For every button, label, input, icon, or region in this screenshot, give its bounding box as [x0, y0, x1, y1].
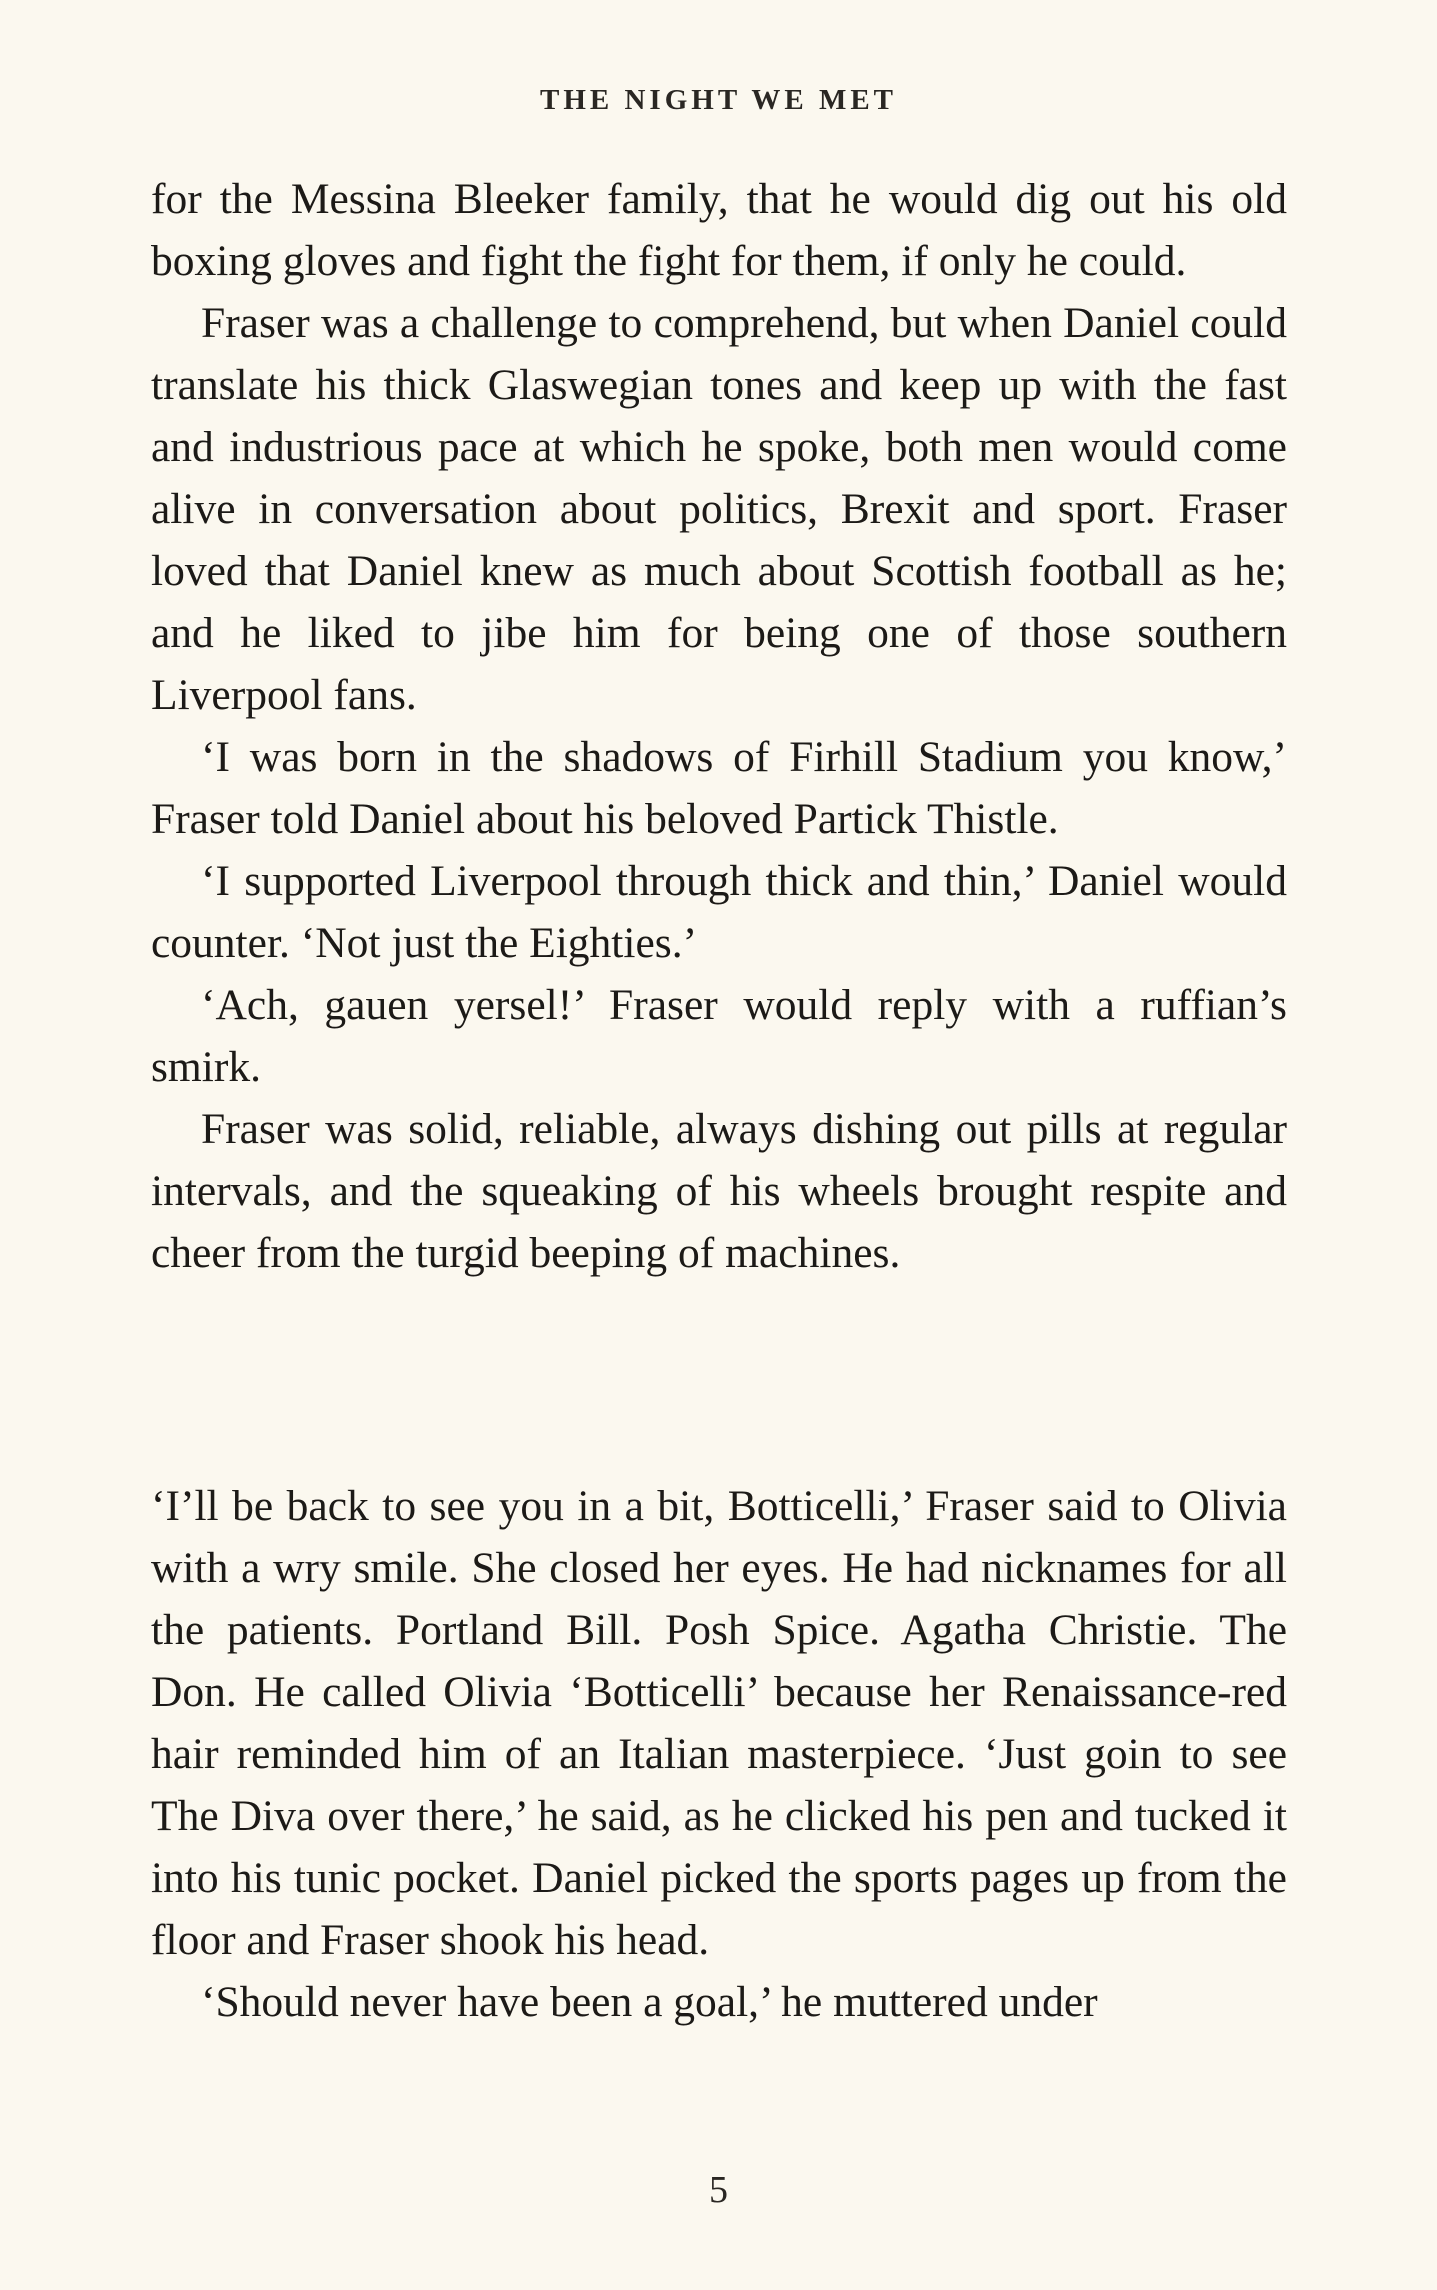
paragraph: ‘Ach, gauen yersel!’ Fraser would reply with a ruffian’s smirk.: [151, 981, 1287, 1091]
paragraph: ‘I supported Liverpool through thick and thin,’ Daniel would counter. ‘Not just the Eighties.’: [151, 857, 1287, 967]
paragraph: for the Messina Bleeker family, that he would dig out his old boxing gloves and fight the fight for them, if only he could.: [151, 175, 1287, 285]
paragraph: ‘I was born in the shadows of Firhill Stadium you know,’ Fraser told Daniel about his beloved Partick Thistle.: [151, 733, 1287, 843]
section-two: [151, 1475, 1287, 2033]
paragraph: ‘I’ll be back to see you in a bit, Botticelli,’ Fraser said to Olivia with a wry smile. She closed her eyes. He had nicknames for all the patients. Portland Bill. Posh Spice. Agatha Christie. The Don. He called Olivia ‘Botticelli’ because her Renaissance-red hair reminded him of an Italian masterpiece. ‘Just goin to see The Diva over there,’ he said, as he clicked his pen and tucked it into his tunic pocket. Daniel picked the sports pages up from the floor and Fraser shook his head.: [151, 1482, 1287, 1964]
paragraph: ‘Should never have been a goal,’ he muttered under: [201, 1978, 1098, 2026]
section-one: [151, 168, 1287, 1284]
paragraph: Fraser was a challenge to comprehend, but when Daniel could translate his thick Glaswegian tones and keep up with the fast and industrious pace at which he spoke, both men would come alive in conversation about politics, Brexit and sport. Fraser loved that Daniel knew as much about Scottish football as he; and he liked to jibe him for being one of those southern Liverpool fans.: [151, 299, 1287, 719]
paragraph: Fraser was solid, reliable, always dishing out pills at regular intervals, and the squeaking of his wheels brought respite and cheer from the turgid beeping of machines.: [151, 1105, 1287, 1277]
page-number: 5: [709, 2169, 728, 2211]
running-head: THE NIGHT WE MET: [539, 84, 898, 116]
